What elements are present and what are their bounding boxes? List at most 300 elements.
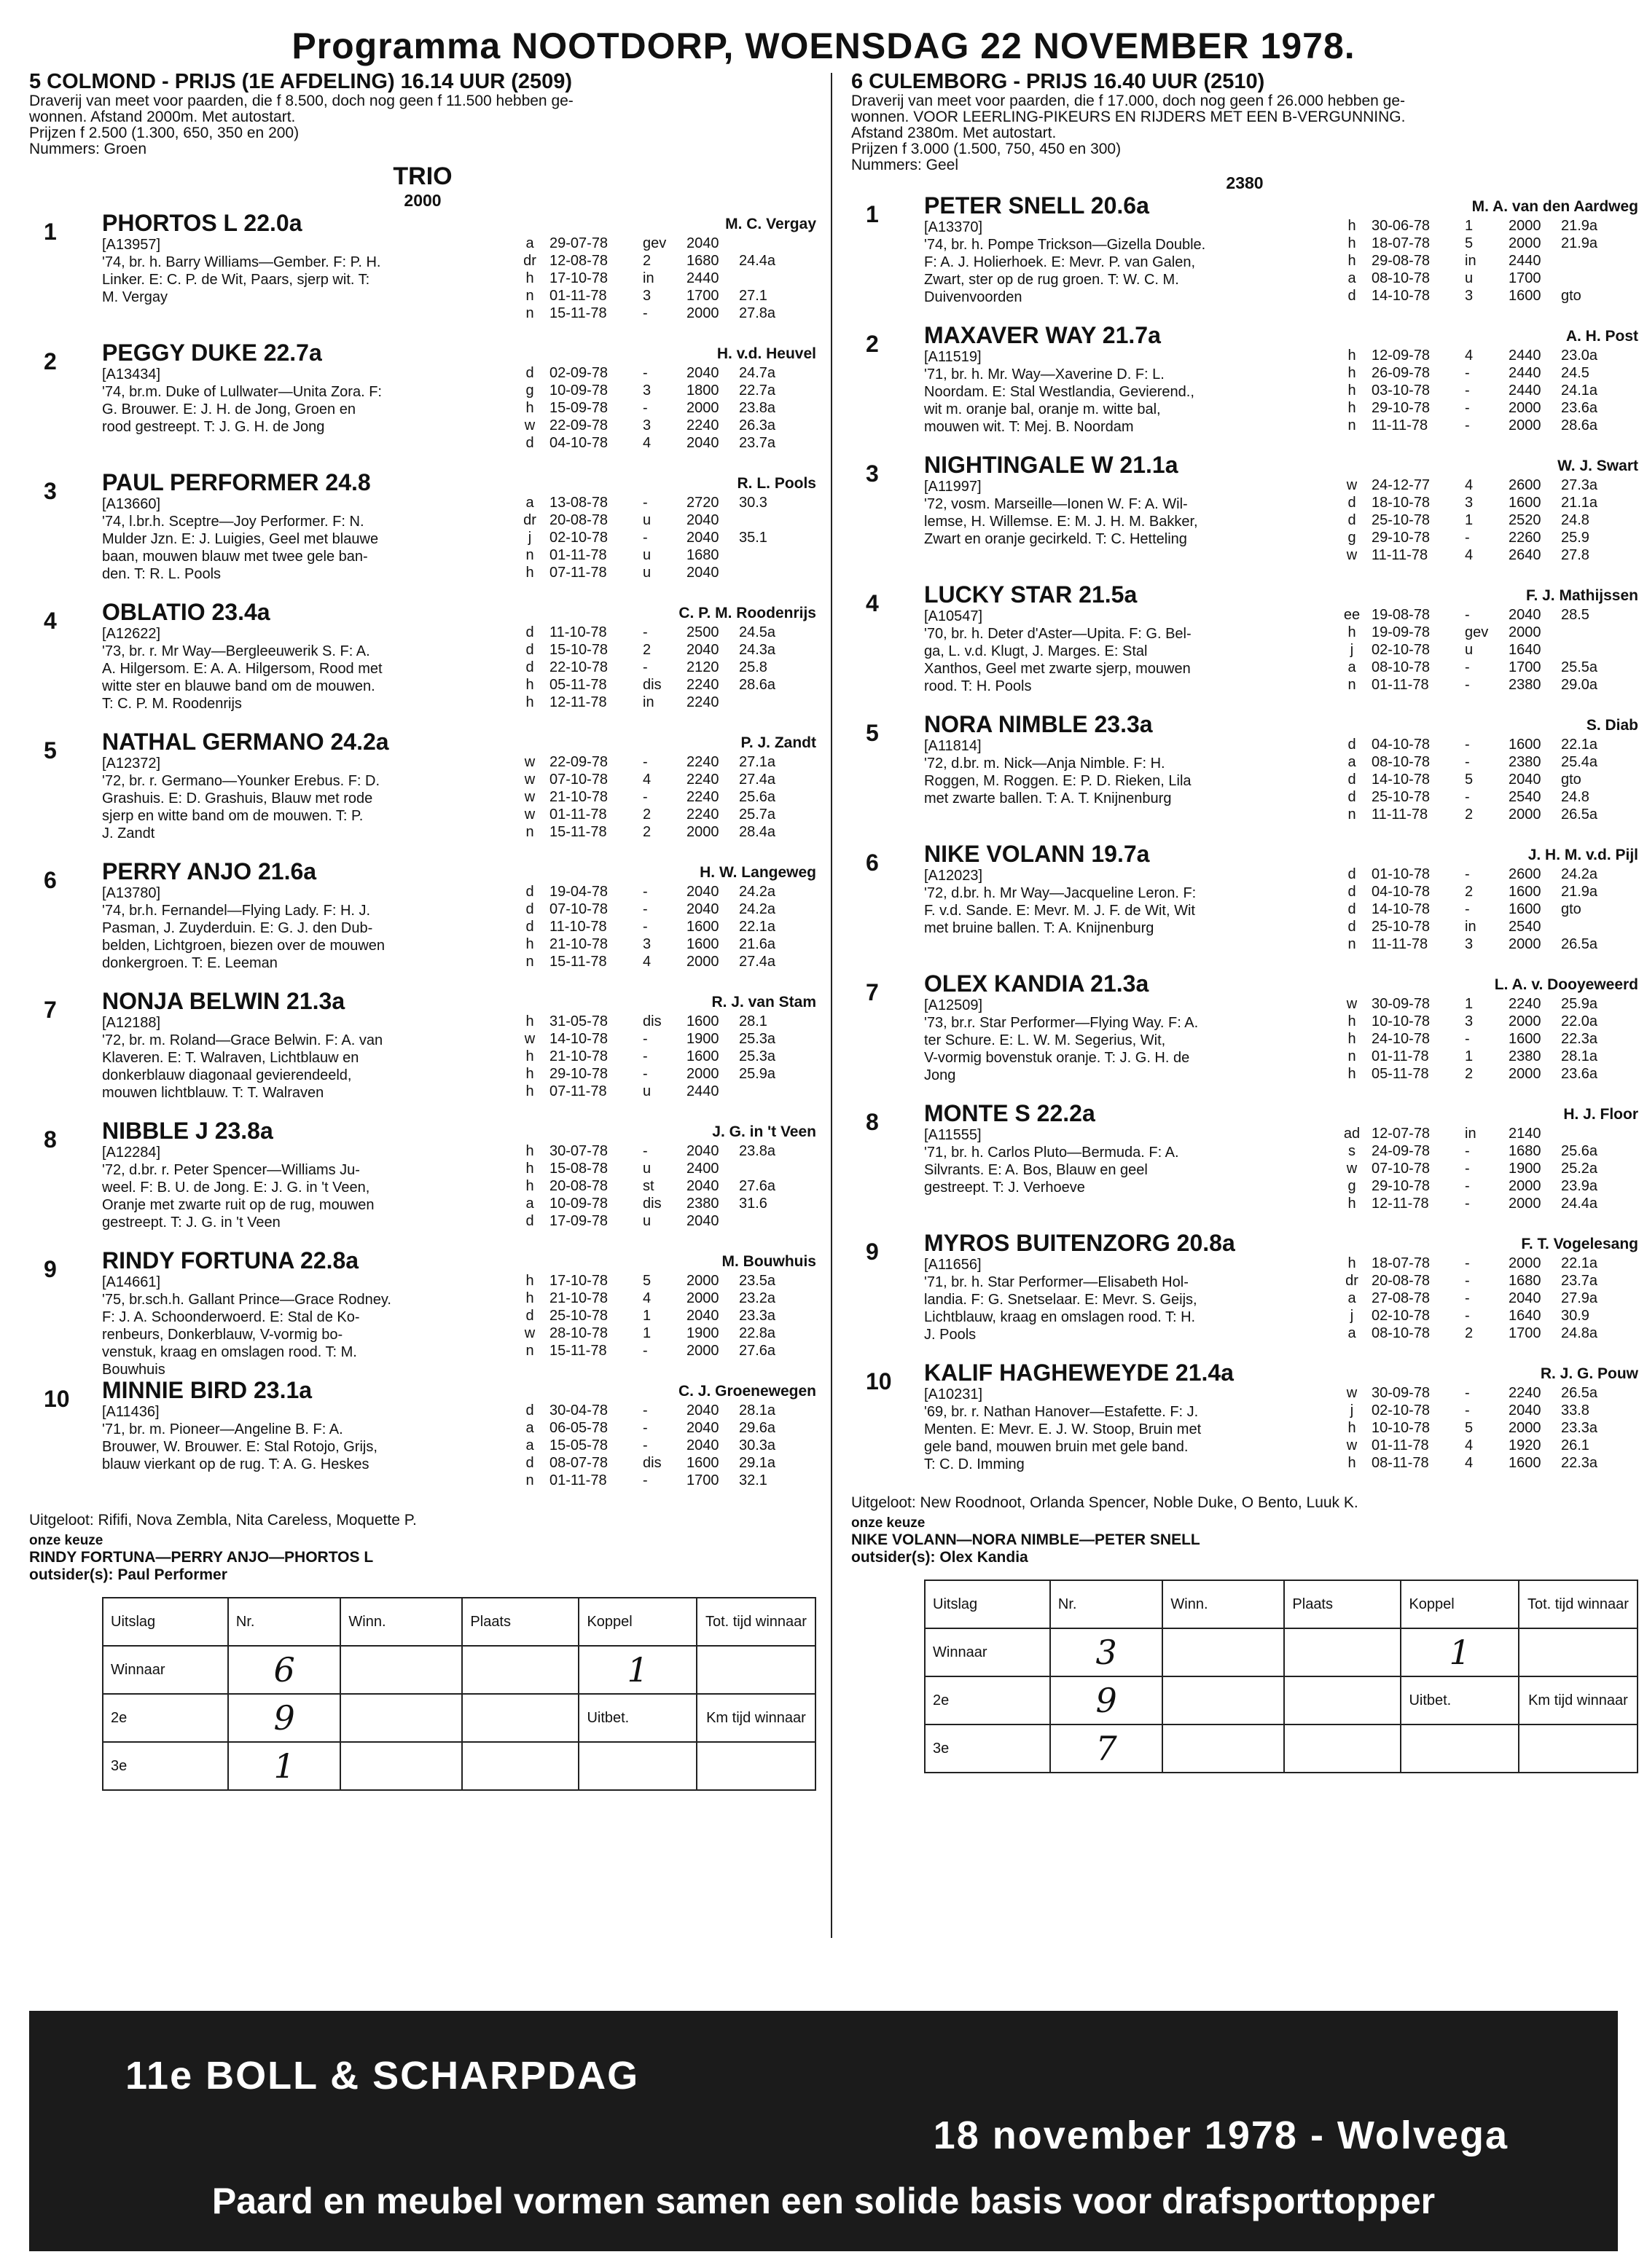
form-row — [1338, 399, 1603, 417]
track-code: n — [525, 824, 534, 840]
race-distance: 2260 — [1509, 530, 1541, 546]
driver-name: C. J. Groenewegen — [678, 1383, 816, 1400]
horse-info-line: '71, br. h. Carlos Pluto—Bermuda. F: A. — [924, 1145, 1179, 1161]
placing: 4 — [643, 1290, 652, 1306]
race-date: 22-10-78 — [549, 659, 609, 675]
form-row — [516, 1290, 781, 1307]
race-distance: 2440 — [1509, 382, 1541, 399]
recent-form-table — [516, 1013, 781, 1100]
horse-info-line: Zwart en oranje gecirkeld. T: C. Hetteling — [924, 531, 1187, 547]
placing: 4 — [1465, 1455, 1474, 1471]
horse-info-line: F. v.d. Sande. E: Mevr. M. J. F. de Wit, Wit — [924, 903, 1195, 919]
race-date: 18-07-78 — [1372, 1255, 1431, 1271]
race-time: 28.1a — [1561, 1048, 1598, 1064]
form-row — [1338, 1030, 1603, 1048]
driver-name: F. T. Vogelesang — [1521, 1236, 1638, 1252]
placing: - — [1465, 1031, 1470, 1047]
race-distance: 1600 — [1509, 737, 1541, 753]
horse-info-line: [A12188] — [102, 1015, 161, 1031]
race-time: 30.3a — [739, 1437, 776, 1453]
form-row — [516, 1048, 781, 1065]
result-cell-uitslag: Uitslag — [103, 1598, 228, 1646]
form-row — [1338, 606, 1603, 624]
race-distance: 2000 — [1509, 624, 1541, 640]
race-time: gto — [1561, 901, 1581, 917]
placing: dis — [643, 1196, 662, 1212]
horse-info-line: [A12372] — [102, 756, 161, 772]
result-cell-koppel: Koppel — [579, 1598, 696, 1646]
horse-info-line: Roggen, M. Roggen. E: P. D. Rieken, Lila — [924, 773, 1192, 789]
race-distance: 2000 — [686, 1066, 719, 1082]
placing: - — [1465, 1290, 1470, 1306]
horse-info-line: '71, br. m. Pioneer—Angeline B. F: A. — [102, 1421, 343, 1437]
race-date: 07-11-78 — [549, 1083, 607, 1099]
form-row — [516, 252, 781, 270]
race-time — [1561, 270, 1603, 287]
placing: - — [1465, 1161, 1470, 1177]
horse-info-line: Silvrants. E: A. Bos, Blauw en geel — [924, 1162, 1148, 1178]
race-time: 23.6a — [1561, 400, 1598, 416]
race-date: 19-08-78 — [1372, 607, 1431, 623]
race-date: 07-10-78 — [549, 772, 609, 788]
race-time: 25.2a — [1561, 1161, 1598, 1177]
form-row — [516, 1342, 781, 1359]
race-6-column — [851, 70, 1638, 1773]
race-time: 26.5a — [1561, 807, 1598, 823]
placing: - — [643, 624, 648, 640]
track-code: h — [1347, 365, 1356, 381]
driver-name: F. J. Mathijssen — [1525, 587, 1638, 604]
race-date: 08-10-78 — [1372, 270, 1431, 286]
driver-name: C. P. M. Roodenrijs — [678, 605, 816, 621]
race-time — [739, 1083, 781, 1100]
race-date: 12-09-78 — [1372, 348, 1431, 364]
horse-info-line: weel. F: B. U. de Jong. E: J. G. in 't Veen, — [102, 1180, 370, 1196]
form-row — [516, 1177, 781, 1195]
result-cell-empty — [1284, 1724, 1401, 1773]
race-date: 10-10-78 — [1372, 1420, 1431, 1436]
form-row — [516, 1160, 781, 1177]
race-time — [1561, 918, 1603, 935]
track-code: j — [528, 530, 532, 546]
horse-name: PETER SNELL 20.6a — [924, 192, 1149, 219]
result-cell-koppel-val: 1 — [579, 1646, 696, 1694]
race-time: 27.6a — [739, 1343, 776, 1359]
race-date: 11-11-78 — [1372, 807, 1428, 823]
form-row — [1338, 771, 1603, 788]
track-code: d — [525, 642, 534, 658]
track-code: w — [524, 417, 536, 433]
horse-info-line: '74, br. h. Barry Williams—Gember. F: P. H. — [102, 254, 381, 270]
form-row — [516, 1454, 781, 1472]
form-row — [516, 494, 773, 511]
horse-info-line: donkerblauw diagonaal gevierendeeld, — [102, 1067, 352, 1083]
race-time: 24.5a — [739, 624, 776, 640]
horse-info-line: [A12622] — [102, 626, 161, 642]
race-time: 29.6a — [739, 1420, 776, 1436]
recent-form-table — [1338, 1384, 1603, 1472]
race-time: 25.3a — [739, 1031, 776, 1047]
driver-name: M. A. van den Aardweg — [1471, 198, 1638, 215]
horse-entry — [29, 1118, 816, 1247]
track-code: n — [525, 1472, 534, 1488]
placing: - — [643, 1420, 648, 1436]
form-row — [1338, 659, 1603, 676]
start-number: 3 — [866, 460, 879, 487]
placing: - — [1465, 530, 1470, 546]
race-distance: 2040 — [686, 365, 719, 381]
form-row — [1338, 1402, 1603, 1419]
race-date: 04-10-78 — [549, 435, 609, 451]
race-date: 30-09-78 — [1372, 996, 1431, 1012]
track-code: h — [525, 1083, 534, 1099]
race-distance: 1600 — [1509, 901, 1541, 917]
race-distance: 1900 — [686, 1031, 719, 1047]
result-cell-tweede: 2e — [925, 1676, 1050, 1724]
race-time — [1561, 252, 1603, 270]
track-code: d — [1347, 495, 1356, 511]
race-time: 25.9 — [1561, 530, 1589, 546]
race-distance: 2000 — [686, 824, 719, 840]
horse-info-line: '74, l.br.h. Sceptre—Joy Performer. F: N. — [102, 514, 364, 530]
race-distance: 2000 — [686, 1273, 719, 1289]
race-date: 08-11-78 — [1372, 1455, 1429, 1471]
track-code: dr — [523, 253, 536, 269]
result-cell-winnaar: Winnaar — [925, 1628, 1050, 1676]
race-date: 20-08-78 — [1372, 1273, 1431, 1289]
horse-name: NIBBLE J 23.8a — [102, 1118, 273, 1144]
placing: 4 — [1465, 477, 1474, 493]
result-cell-koppel-val: 1 — [1401, 1628, 1518, 1676]
track-code: a — [1347, 659, 1356, 675]
race-date: 15-05-78 — [549, 1437, 609, 1453]
race-time: 29.0a — [1561, 677, 1598, 693]
track-code: h — [525, 1273, 534, 1289]
race-distance: 2040 — [686, 512, 719, 528]
placing: - — [643, 1066, 648, 1082]
horse-info-line: [A13957] — [102, 237, 161, 253]
track-code: d — [1347, 772, 1356, 788]
placing: 3 — [1465, 936, 1474, 952]
horse-info-line: blauw vierkant op de rug. T: A. G. Heskes — [102, 1456, 369, 1472]
start-number: 4 — [44, 608, 57, 634]
race-distance: 2240 — [686, 772, 719, 788]
form-row — [1338, 1454, 1603, 1472]
start-number: 8 — [866, 1109, 879, 1135]
race-distance: 1600 — [686, 1455, 719, 1471]
recent-form-table — [1338, 347, 1603, 434]
race-date: 21-10-78 — [549, 1290, 609, 1306]
race-distance: 2520 — [1509, 512, 1541, 528]
start-number: 10 — [866, 1368, 892, 1394]
form-row — [516, 771, 781, 788]
race-date: 01-11-78 — [1372, 1048, 1429, 1064]
driver-name: H. v.d. Heuvel — [716, 345, 816, 362]
placing: dis — [643, 1455, 662, 1471]
recent-form-table — [516, 624, 781, 711]
race-distance: 1700 — [1509, 659, 1541, 675]
race-distance: 2380 — [1509, 677, 1541, 693]
race-time: 23.6a — [1561, 1066, 1598, 1082]
horse-details — [924, 192, 1354, 306]
placing: - — [1465, 417, 1470, 433]
race-distance: 2380 — [686, 1196, 719, 1212]
race-time: 30.9 — [1561, 1308, 1589, 1324]
track-code: g — [1347, 1178, 1356, 1194]
form-row — [1338, 1195, 1603, 1212]
form-row — [1338, 235, 1603, 252]
horse-name: LUCKY STAR 21.5a — [924, 581, 1138, 608]
form-row — [1338, 1325, 1603, 1342]
form-row — [516, 953, 781, 970]
start-number: 5 — [44, 737, 57, 764]
race-time: 25.4a — [1561, 754, 1598, 770]
race-distance: 1600 — [1509, 884, 1541, 900]
race-5-column — [29, 70, 816, 1791]
race-date: 26-09-78 — [1372, 365, 1431, 381]
result-cell-nr: Nr. — [1050, 1580, 1163, 1628]
start-number: 2 — [866, 331, 879, 357]
race-distance: 2000 — [686, 1343, 719, 1359]
race-distance: 2040 — [686, 530, 719, 546]
horse-info-line: V-vormig bovenstuk oranje. T: J. G. H. de — [924, 1050, 1190, 1066]
race-date: 25-10-78 — [1372, 512, 1431, 528]
race-distance: 2040 — [686, 1402, 719, 1419]
horse-info-line: '73, br.r. Star Performer—Flying Way. F: A. — [924, 1015, 1199, 1031]
start-number: 4 — [866, 590, 879, 616]
race-time: 23.8a — [739, 400, 776, 416]
race-time: 27.4a — [739, 954, 776, 970]
result-table — [102, 1597, 816, 1791]
placing: 3 — [643, 936, 652, 952]
horse-info-line: mouwen lichtblauw. T: T. Walraven — [102, 1085, 324, 1101]
form-row — [1338, 1307, 1603, 1325]
form-row — [1338, 1065, 1603, 1083]
race-distance: 2040 — [686, 435, 719, 451]
recent-form-table — [1338, 217, 1603, 305]
placing: - — [643, 1402, 648, 1419]
horse-info-line: G. Brouwer. E: J. H. de Jong, Groen en — [102, 401, 356, 417]
race-time: 27.6a — [739, 1178, 776, 1194]
race-date: 17-09-78 — [549, 1213, 609, 1229]
placing: 4 — [643, 435, 652, 451]
race-date: 19-09-78 — [1372, 624, 1431, 640]
horse-info-line: '75, br.sch.h. Gallant Prince—Grace Rodney. — [102, 1292, 391, 1308]
track-code: n — [525, 305, 534, 321]
result-cell-empty — [340, 1646, 462, 1694]
track-code: h — [1347, 348, 1356, 364]
form-row — [1338, 676, 1603, 694]
race-description — [851, 93, 1638, 173]
race-distance: 2040 — [686, 1213, 719, 1229]
track-code: h — [525, 1161, 534, 1177]
placing: - — [643, 901, 648, 917]
horse-name: MONTE S 22.2a — [924, 1100, 1095, 1126]
form-row — [1338, 546, 1603, 564]
result-cell-uitbet: Uitbet. — [1401, 1676, 1518, 1724]
horse-info-line: wit m. oranje bal, oranje m. witte bal, — [924, 401, 1161, 417]
race-distance: 2240 — [686, 417, 719, 433]
race-time: 24.4a — [1561, 1196, 1598, 1212]
form-row — [516, 676, 781, 694]
horse-info-line: [A11436] — [102, 1404, 160, 1420]
track-code: a — [1347, 1290, 1356, 1306]
placing: in — [1465, 919, 1476, 935]
horse-entry — [29, 988, 816, 1118]
race-date: 31-05-78 — [549, 1013, 609, 1029]
horse-info-line: lemse, H. Willemse. E: M. J. H. M. Bakker, — [924, 514, 1198, 530]
race-distance: 1600 — [1509, 495, 1541, 511]
race-time: 28.4a — [739, 824, 776, 840]
race-date: 20-08-78 — [549, 512, 609, 528]
horse-info-line: [A13660] — [102, 496, 161, 512]
race-time: 35.1 — [739, 530, 767, 546]
horse-info-line: Linker. E: C. P. de Wit, Paars, sjerp wit. T: — [102, 272, 370, 288]
race-date: 03-10-78 — [1372, 382, 1431, 399]
track-code: w — [524, 1325, 536, 1341]
race-date: 10-09-78 — [549, 382, 609, 399]
placing: 3 — [643, 382, 652, 399]
horse-info-line: gele band, mouwen bruin met gele band. — [924, 1439, 1189, 1455]
track-code: h — [1347, 1196, 1356, 1212]
race-date: 10-10-78 — [1372, 1013, 1431, 1029]
horse-info-line: Mulder Jzn. E: J. Luigies, Geel met blauwe — [102, 531, 379, 547]
race-time: 27.4a — [739, 772, 776, 788]
form-row — [516, 900, 781, 918]
form-row — [516, 788, 781, 806]
race-distance: 1920 — [1509, 1437, 1541, 1453]
placing: 2 — [1465, 1066, 1474, 1082]
horse-info-line: J. Zandt — [102, 825, 155, 841]
race-distance: 2000 — [1509, 1178, 1541, 1194]
track-code: w — [1346, 1437, 1358, 1453]
recent-form-table — [516, 364, 781, 452]
track-code: g — [525, 382, 534, 399]
result-cell-plaats: Plaats — [1284, 1580, 1401, 1628]
track-code: w — [1346, 477, 1358, 493]
race-date: 04-10-78 — [1372, 737, 1431, 753]
track-code: d — [525, 901, 534, 917]
race-time: 27.1 — [739, 288, 767, 304]
placing: - — [1465, 400, 1470, 416]
track-code: h — [1347, 1066, 1356, 1082]
race-time: gto — [1561, 288, 1581, 304]
race-time: 24.8 — [1561, 789, 1589, 805]
placing: 2 — [643, 642, 652, 658]
form-row — [1338, 918, 1603, 935]
race-distance: 1640 — [1509, 642, 1541, 658]
track-code: d — [525, 1402, 534, 1419]
race-distance: 2440 — [686, 270, 719, 286]
start-number: 6 — [44, 867, 57, 893]
race-time: 23.7a — [1561, 1273, 1598, 1289]
track-code: a — [525, 1420, 534, 1436]
race-distance: 1640 — [1509, 1308, 1541, 1324]
form-row — [516, 1402, 781, 1419]
form-row — [516, 883, 781, 900]
recent-form-table — [516, 494, 773, 581]
placing: 1 — [643, 1325, 652, 1341]
placing: - — [643, 530, 648, 546]
race-time: 22.3a — [1561, 1031, 1598, 1047]
track-code: j — [1350, 1308, 1354, 1324]
horse-entry — [851, 1230, 1638, 1359]
race-date: 08-07-78 — [549, 1455, 609, 1471]
track-code: d — [525, 435, 534, 451]
placing: 2 — [1465, 807, 1474, 823]
horse-entry — [851, 711, 1638, 841]
horse-entry — [851, 581, 1638, 711]
placing: u — [643, 1083, 652, 1099]
placing: - — [643, 400, 648, 416]
horse-info-line: witte ster en blauwe band om de mouwen. — [102, 678, 375, 694]
placing: 4 — [643, 772, 652, 788]
horse-entry — [29, 469, 816, 599]
recent-form-table — [516, 1402, 781, 1489]
form-row — [516, 935, 781, 953]
horse-info-line: [A11519] — [924, 349, 982, 365]
horse-info-line: met bruine ballen. T: A. Knijnenburg — [924, 920, 1154, 936]
race-time: 23.0a — [1561, 348, 1598, 364]
race-distance: 1680 — [686, 547, 719, 563]
result-cell-winn: Winn. — [1162, 1580, 1284, 1628]
race-time: 25.6a — [1561, 1143, 1598, 1159]
horse-info-line: mouwen wit. T: Mej. B. Noordam — [924, 419, 1134, 435]
race-date: 12-08-78 — [549, 253, 609, 269]
race-distance: 2540 — [1509, 789, 1541, 805]
result-cell-nr-winnaar: 3 — [1050, 1628, 1163, 1676]
form-row — [516, 1142, 781, 1160]
race-time: 21.9a — [1561, 884, 1598, 900]
placing: - — [1465, 1143, 1470, 1159]
race-distance: 2240 — [1509, 1385, 1541, 1401]
race-date: 01-11-78 — [549, 547, 607, 563]
horse-details — [102, 340, 532, 436]
race-time — [739, 270, 781, 287]
recent-form-table — [1338, 1255, 1603, 1342]
race-time: 22.0a — [1561, 1013, 1598, 1029]
track-code: h — [1347, 400, 1356, 416]
form-row — [516, 1195, 781, 1212]
track-code: h — [525, 1178, 534, 1194]
start-number: 10 — [44, 1386, 70, 1412]
our-pick-label: onze keuze — [851, 1515, 926, 1531]
form-row — [516, 546, 773, 564]
race-time — [1561, 1125, 1603, 1142]
horse-details — [924, 970, 1354, 1084]
race-time: 28.5 — [1561, 607, 1589, 623]
race-date: 01-11-78 — [1372, 677, 1429, 693]
placing: - — [1465, 382, 1470, 399]
race-distance: 2040 — [1509, 607, 1541, 623]
placing: 1 — [1465, 996, 1474, 1012]
race-distance: 2120 — [686, 659, 719, 675]
placing: - — [1465, 1385, 1470, 1401]
race-time: 26.3a — [739, 417, 776, 433]
driver-name: R. J. van Stam — [711, 994, 816, 1011]
track-code: h — [1347, 382, 1356, 399]
race-time: 22.3a — [1561, 1455, 1598, 1471]
race-date: 29-10-78 — [1372, 1178, 1431, 1194]
race-distance: 2040 — [686, 1420, 719, 1436]
race-time: 26.1 — [1561, 1437, 1589, 1453]
result-cell-empty — [462, 1742, 579, 1790]
race-date: 01-11-78 — [1372, 1437, 1429, 1453]
horse-info-line: A. Hilgersom. E: A. A. Hilgersom, Rood met — [102, 661, 383, 677]
track-code: d — [525, 624, 534, 640]
track-code: h — [525, 1143, 534, 1159]
form-row — [1338, 1048, 1603, 1065]
